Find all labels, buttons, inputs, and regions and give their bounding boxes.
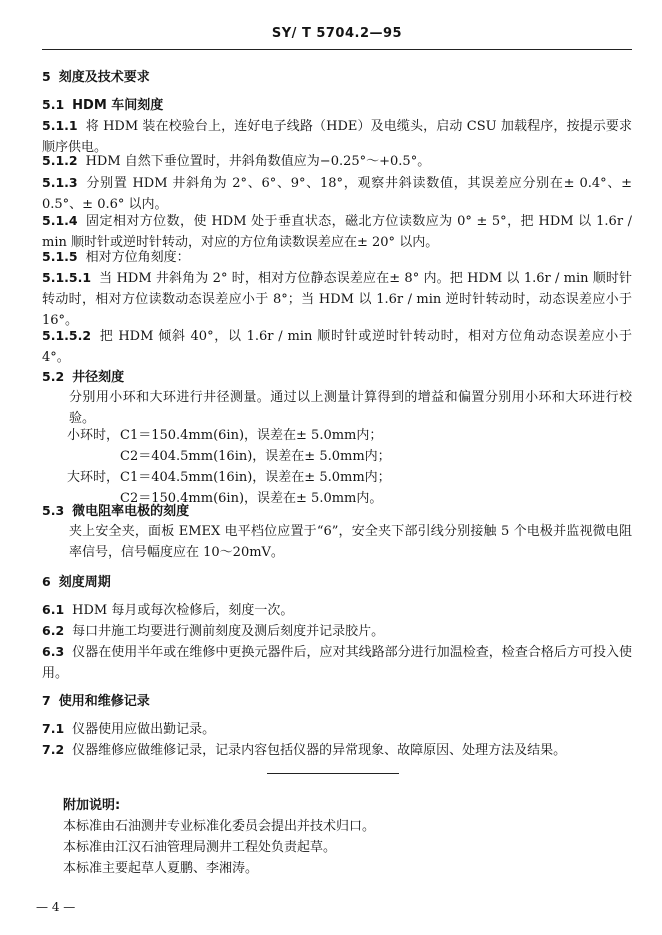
section-5-3-text: 夹上安全夹，面板 EMEX 电平档位应置于“6”，安全夹下部引线分别接触 5 个电极并监视微电阻率信号，信号幅度应在 10～20mV。 [69, 524, 632, 560]
clause-number: 5.1.3 [42, 175, 78, 190]
clause-5-1-2 [42, 150, 632, 172]
section-5-heading [42, 66, 632, 88]
section-title: HDM 车间刻度 [72, 98, 164, 113]
clause-number: 6.2 [42, 623, 65, 638]
notes-line: 本标准主要起草人夏鹏、李湘涛。 [63, 861, 259, 876]
clause-text: 仪器使用应做出勤记录。 [72, 722, 216, 737]
clause-text: 每口井施工均要进行测前刻度及测后刻度并记录胶片。 [72, 624, 385, 639]
end-rule [267, 773, 399, 774]
clause-text: 固定相对方位数，使 HDM 处于垂直状态，磁北方位读数应为 0° ± 5°，把 HDM 以 1.6r / min 顺时针或逆时针转动，对应的方位角读数误差应在± 20° 以内。 [42, 214, 632, 250]
header-rule [42, 49, 632, 50]
page-number: — 4 — [36, 900, 76, 914]
clause-5-1-5-2 [42, 325, 632, 368]
clause-5-1-3 [42, 172, 632, 215]
section-title: 使用和维修记录 [58, 694, 150, 709]
section-5-3-heading [42, 500, 632, 522]
notes-line: 本标准由石油测井专业标准化委员会提出并技术归口。 [63, 819, 376, 834]
ring-values [42, 425, 632, 509]
clause-text: 将 HDM 装在校验台上，连好电子线路（HDE）及电缆头，启动 CSU 加载程序，按提示要求顺序供电。 [42, 119, 632, 155]
notes-line: 本标准由江汉石油管理局测井工程处负责起草。 [63, 840, 337, 855]
section-5-2-text: 分别用小环和大环进行井径测量。通过以上测量计算得到的增益和偏置分别用小环和大环进行校验。 [69, 390, 632, 426]
small-ring-c1: C1＝150.4mm(6in)，误差在± 5.0mm内； [120, 428, 383, 443]
clause-number: 5.1.5 [42, 249, 78, 264]
clause-number: 5.1.1 [42, 118, 78, 133]
clause-6-3 [42, 641, 632, 684]
clause-text: 把 HDM 倾斜 40°，以 1.6r / min 顺时针或逆时针转动时，相对方位角动态误差应小于 4°。 [42, 329, 632, 365]
section-number: 5.1 [42, 97, 65, 112]
clause-number: 7.1 [42, 721, 65, 736]
clause-5-1-5-1 [42, 267, 632, 331]
small-ring-label: 小环时， [67, 428, 120, 443]
section-title: 井径刻度 [72, 370, 125, 385]
section-number: 7 [42, 693, 51, 708]
section-number: 6 [42, 574, 51, 589]
section-title: 刻度及技术要求 [58, 70, 150, 85]
large-ring-c2: C2＝150.4mm(6in)，误差在± 5.0mm内。 [120, 491, 383, 506]
large-ring-label: 大环时， [67, 470, 120, 485]
clause-number: 5.1.5.2 [42, 328, 92, 343]
clause-7-2 [42, 739, 632, 761]
clause-7-1 [42, 718, 632, 740]
notes-title: 附加说明: [63, 798, 121, 813]
small-ring-c2: C2＝404.5mm(16in)，误差在± 5.0mm内； [120, 449, 391, 464]
section-title: 微电阻率电极的刻度 [72, 504, 190, 519]
section-6-heading [42, 571, 632, 593]
clause-5-1-5 [42, 246, 632, 268]
clause-text: 仪器维修应做维修记录，记录内容包括仪器的异常现象、故障原因、处理方法及结果。 [72, 743, 567, 758]
document-code: SY/ T 5704.2—95 [271, 26, 403, 41]
section-5-2-heading [42, 366, 632, 388]
section-7-heading [42, 690, 632, 712]
clause-text: 当 HDM 井斜角为 2° 时，相对方位静态误差应在± 8° 内。把 HDM 以 1.6r / min 顺时针转动时，相对方位读数动态误差应小于 8°；当 HDM 以 1.6r / min 逆时针转动时，动态误差应小于 16°。 [42, 271, 632, 328]
clause-6-2 [42, 620, 632, 642]
clause-text: 相对方位角刻度： [85, 250, 190, 265]
section-number: 5.3 [42, 503, 65, 518]
section-title: 刻度周期 [58, 575, 111, 590]
section-number: 5 [42, 69, 51, 84]
clause-text: 分别置 HDM 井斜角为 2°、6°、9°、18°，观察井斜读数值，其误差应分别在± 0.4°、± 0.5°、± 0.6° 以内。 [42, 176, 632, 212]
large-ring-c1: C1＝404.5mm(16in)，误差在± 5.0mm内； [120, 470, 391, 485]
clause-text: HDM 每月或每次检修后，刻度一次。 [72, 603, 294, 618]
clause-number: 5.1.4 [42, 213, 78, 228]
clause-number: 7.2 [42, 742, 65, 757]
section-number: 5.2 [42, 369, 65, 384]
clause-text: 仪器在使用半年或在维修中更换元器件后，应对其线路部分进行加温检查，检查合格后方可投入使用。 [42, 645, 632, 681]
clause-6-1 [42, 599, 632, 621]
clause-number: 5.1.2 [42, 153, 78, 168]
clause-text: HDM 自然下垂位置时，井斜角数值应为−0.25°～+0.5°。 [85, 154, 431, 169]
clause-number: 6.1 [42, 602, 65, 617]
clause-number: 5.1.5.1 [42, 270, 92, 285]
section-5-1-heading [42, 94, 632, 116]
clause-number: 6.3 [42, 644, 65, 659]
